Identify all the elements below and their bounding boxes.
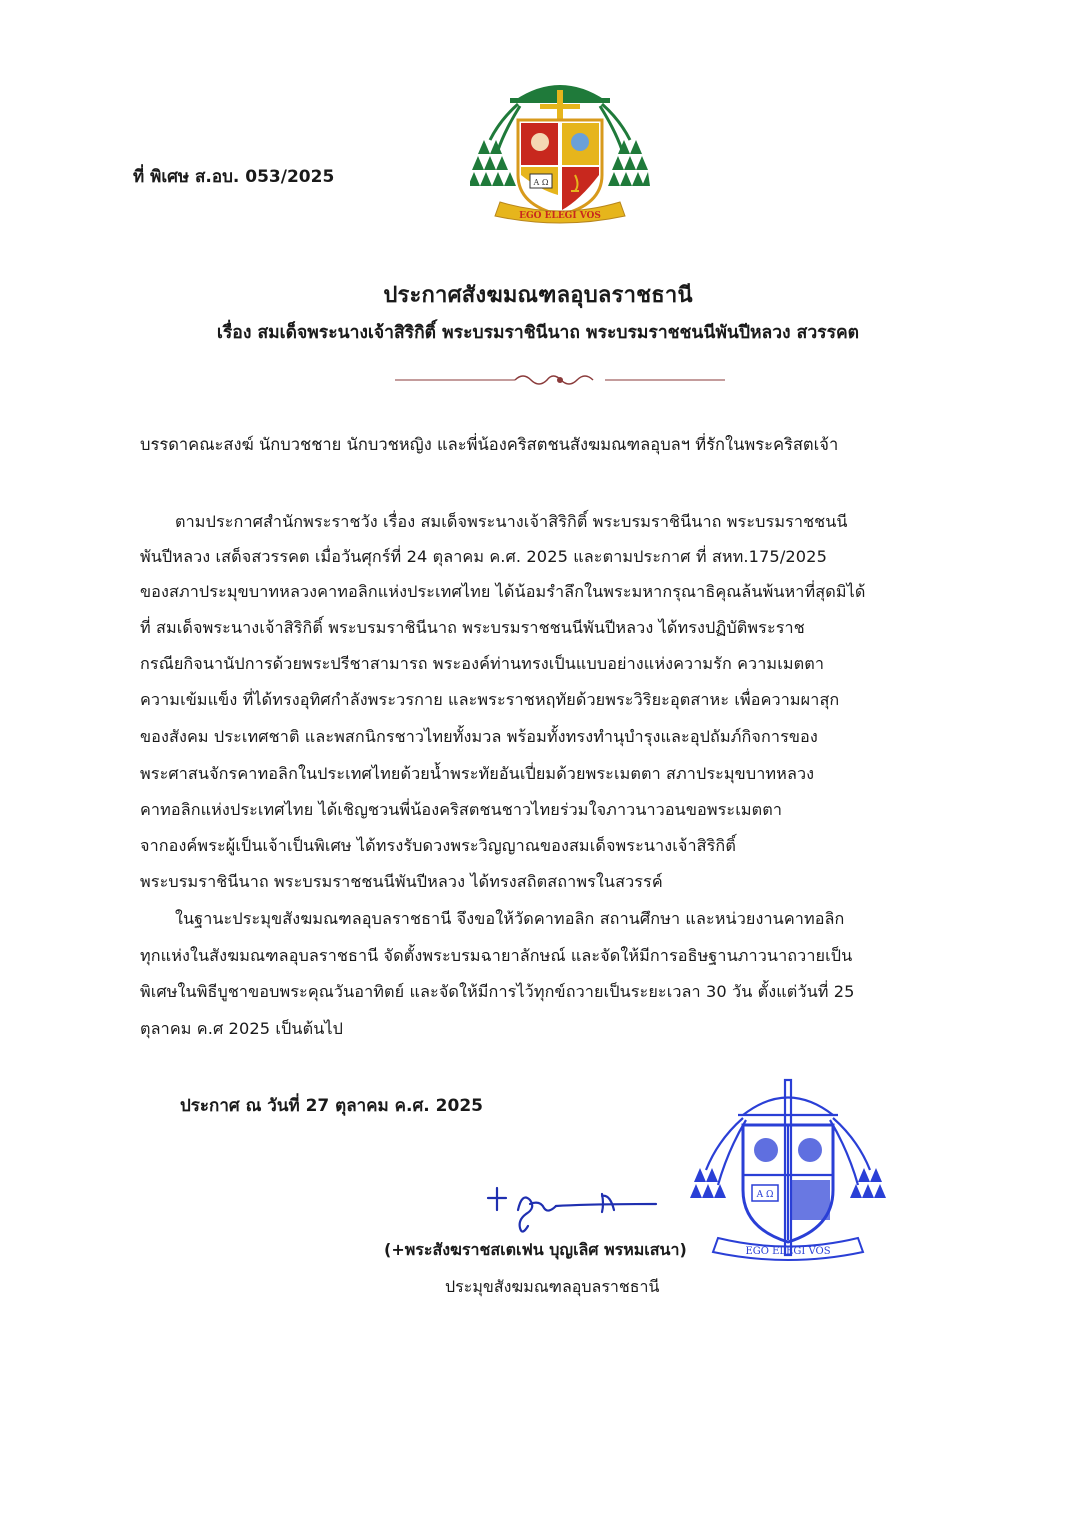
paragraph2-line: ทุกแห่งในสังฆมณฑลอุบลราชธานี จัดตั้งพระบรมฉายาลักษณ์ และจัดให้มีการอธิษฐานภาวนาถวายเป็น	[140, 946, 853, 965]
reference-number: ที่ พิเศษ ส.อบ. 053/2025	[133, 167, 335, 187]
signer-name: (+พระสังฆราชสเตเฟน บุญเลิศ พรหมเสนา)	[384, 1240, 687, 1259]
announcement-subject: เรื่อง สมเด็จพระนางเจ้าสิริกิติ์ พระบรมราชินีนาถ พระบรมราชชนนีพันปีหลวง สวรรคต	[216, 323, 860, 343]
paragraph2-line: พิเศษในพิธีบูชาขอบพระคุณวันอาทิตย์ และจัดให้มีการไว้ทุกข์ถวายเป็นระยะเวลา 30 วัน ตั้งแต่วันที่ 25	[140, 982, 855, 1001]
official-seal-stamp	[688, 1070, 888, 1270]
paragraph1-line: ตามประกาศสำนักพระราชวัง เรื่อง สมเด็จพระนางเจ้าสิริกิติ์ พระบรมราชินีนาถ พระบรมราชชนนี	[175, 512, 848, 531]
ornamental-divider	[395, 370, 725, 390]
paragraph1-line: ของสภาประมุขบาทหลวงคาทอลิกแห่งประเทศไทย ได้น้อมรำลึกในพระมหากรุณาธิคุณล้นพ้นหาที่สุดมิได้	[140, 582, 866, 601]
announcement-title: ประกาศสังฆมณฑลอุบลราชธานี	[383, 283, 693, 308]
paragraph2-line: ในฐานะประมุขสังฆมณฑลอุบลราชธานี จึงขอให้วัดคาทอลิก สถานศึกษา และหน่วยงานคาทอลิก	[175, 909, 845, 928]
handwritten-signature	[484, 1180, 664, 1240]
stamp-motto: EGO ELEGI VOS	[745, 1246, 831, 1257]
crest-alpha-omega: A Ω	[533, 178, 549, 187]
stamp-alpha-omega: A Ω	[756, 1190, 774, 1200]
paragraph1-line: จากองค์พระผู้เป็นเจ้าเป็นพิเศษ ได้ทรงรับดวงพระวิญญาณของสมเด็จพระนางเจ้าสิริกิติ์	[140, 836, 736, 855]
paragraph1-line: ของสังคม ประเทศชาติ และพสกนิกรชาวไทยทั้งมวล พร้อมทั้งทรงทำนุบำรุงและอุปถัมภ์กิจการของ	[140, 727, 818, 746]
paragraph2-line: ตุลาคม ค.ศ 2025 เป็นต้นไป	[140, 1019, 343, 1038]
paragraph1-line: ความเข้มแข็ง ที่ได้ทรงอุทิศกำลังพระวรกาย และพระราชหฤทัยด้วยพระวิริยะอุตสาหะ เพื่อความผาสุก	[140, 690, 840, 709]
greeting-line: บรรดาคณะสงฆ์ นักบวชชาย นักบวชหญิง และพี่น้องคริสตชนสังฆมณฑลอุบลฯ ที่รักในพระคริสตเจ้า	[140, 435, 839, 454]
coat-of-arms-logo	[470, 70, 650, 230]
announcement-date: ประกาศ ณ วันที่ 27 ตุลาคม ค.ศ. 2025	[180, 1096, 483, 1116]
paragraph1-line: คาทอลิกแห่งประเทศไทย ได้เชิญชวนพี่น้องคริสตชนชาวไทยร่วมใจภาวนาวอนขอพระเมตตา	[140, 800, 783, 819]
paragraph1-line: ที่ สมเด็จพระนางเจ้าสิริกิติ์ พระบรมราชินีนาถ พระบรมราชชนนีพันปีหลวง ได้ทรงปฏิบัติพระราช	[140, 618, 805, 637]
paragraph1-line: พันปีหลวง เสด็จสวรรคต เมื่อวันศุกร์ที่ 24 ตุลาคม ค.ศ. 2025 และตามประกาศ ที่ สหท.175/2025	[140, 547, 827, 566]
paragraph1-line: พระบรมราชินีนาถ พระบรมราชชนนีพันปีหลวง ได้ทรงสถิตสถาพรในสวรรค์	[140, 872, 663, 891]
crest-motto: EGO ELEGI VOS	[519, 211, 601, 221]
signer-title: ประมุขสังฆมณฑลอุบลราชธานี	[445, 1277, 660, 1296]
paragraph1-line: พระศาสนจักรคาทอลิกในประเทศไทยด้วยน้ำพระทัยอันเปี่ยมด้วยพระเมตตา สภาประมุขบาทหลวง	[140, 764, 815, 783]
paragraph1-line: กรณียกิจนานัปการด้วยพระปรีชาสามารถ พระองค์ท่านทรงเป็นแบบอย่างแห่งความรัก ความเมตตา	[140, 654, 825, 673]
